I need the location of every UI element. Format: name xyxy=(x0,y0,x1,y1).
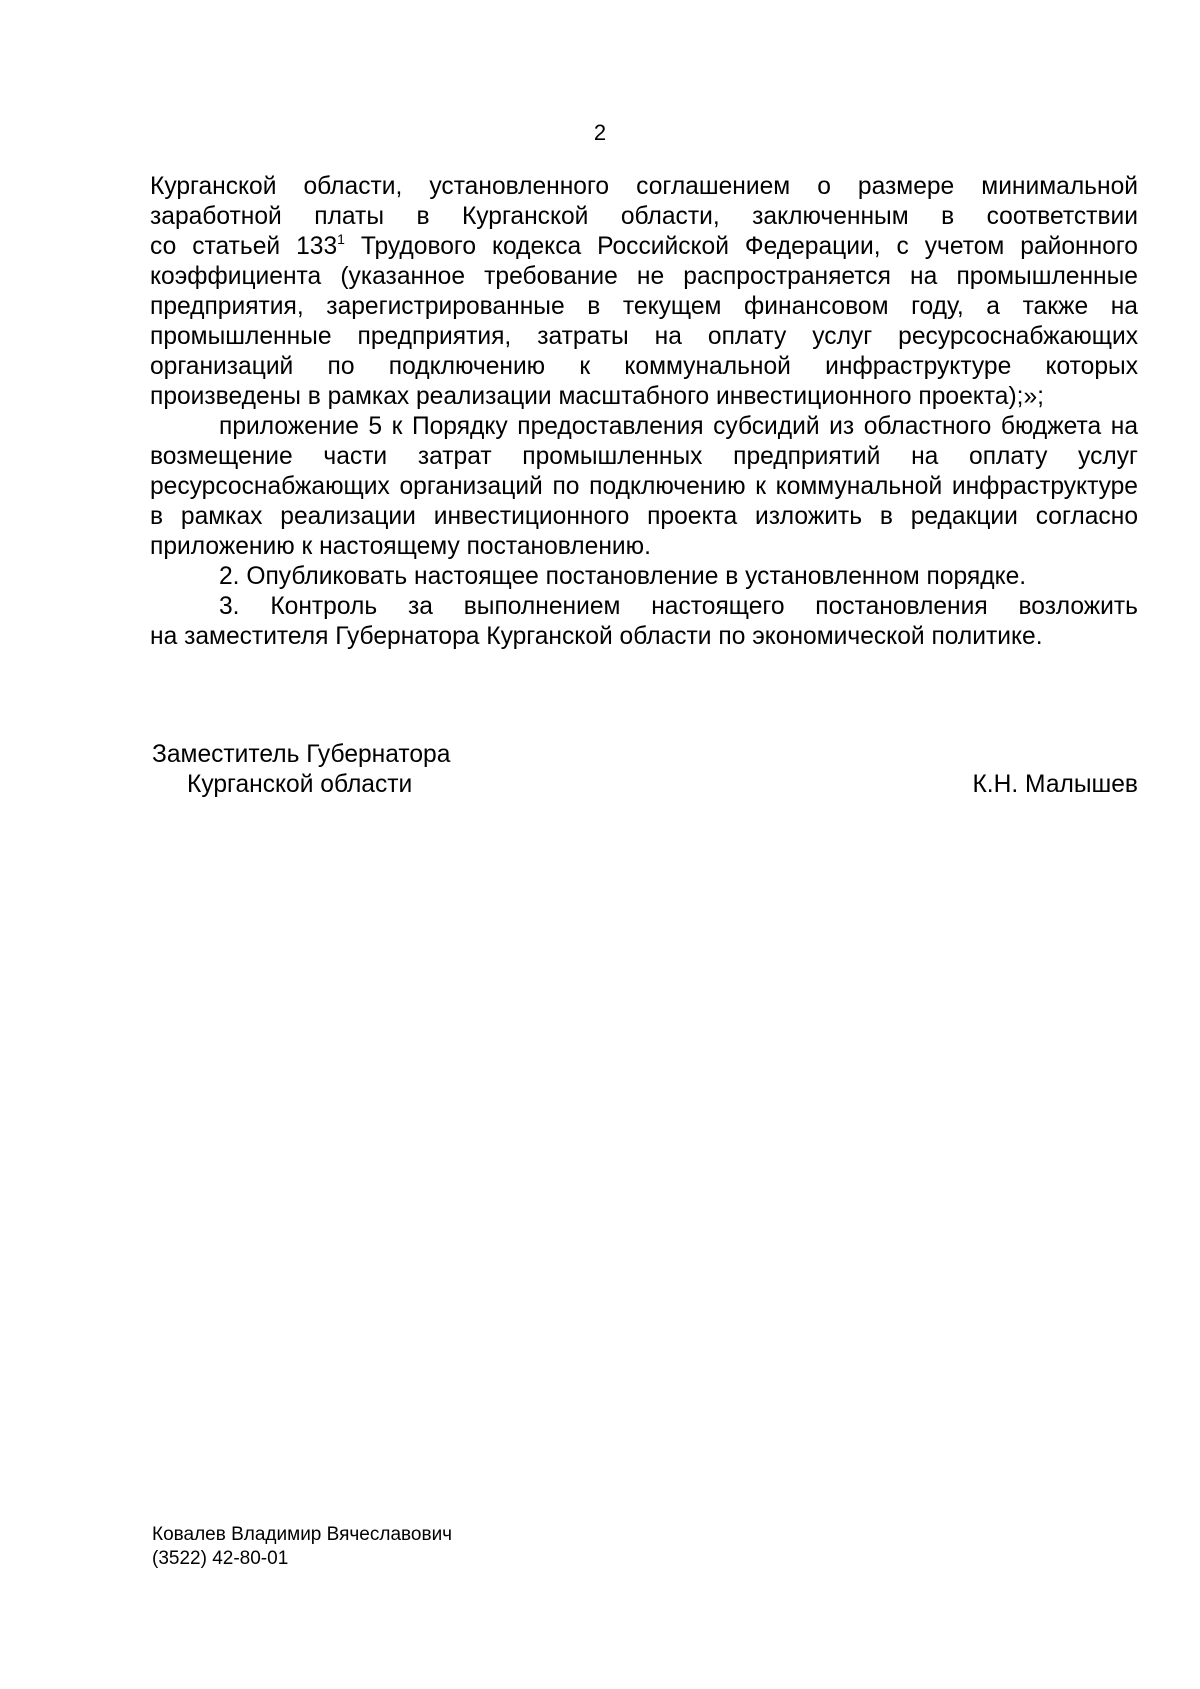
item-3: 3. Контроль за выполнением настоящего постановления возложить xyxy=(219,593,1138,620)
executor-phone: (3522) 42-80-01 xyxy=(152,1548,289,1569)
body-line: произведены в рамках реализации масштабного инвестиционного проекта);»; xyxy=(150,383,1044,410)
body-line-remainder: Трудового кодекса Российской Федерации, с учетом районного xyxy=(360,233,1138,260)
body-line: ресурсоснабжающих организаций по подключению к коммунальной инфраструктуре xyxy=(150,473,1138,500)
item-2: 2. Опубликовать настоящее постановление в установленном порядке. xyxy=(219,563,1027,590)
executor-contact xyxy=(152,1523,452,1571)
signatory-name: К.Н. Малышев xyxy=(972,771,1138,798)
position-title: Заместитель Губернатора xyxy=(152,741,451,768)
page-number: 2 xyxy=(593,120,607,145)
signatory-position xyxy=(152,740,450,800)
body-line: на заместителя Губернатора Курганской области по экономической политике. xyxy=(150,623,1043,650)
article-superscript: 1 xyxy=(337,231,345,247)
body-line: коэффициента (указанное требование не распространяется на промышленные xyxy=(150,263,1138,290)
document-body xyxy=(150,172,1138,652)
article-reference: со статьей 133 xyxy=(150,233,338,260)
body-line: организаций по подключению к коммунальной инфраструктуре которых xyxy=(150,353,1138,380)
body-line: заработной платы в Курганской области, заключенным в соответствии xyxy=(150,203,1138,230)
paragraph-first-line: приложение 5 к Порядку предоставления субсидий из областного бюджета на xyxy=(219,413,1138,440)
body-line: приложению к настоящему постановлению. xyxy=(150,533,651,560)
body-line: предприятия, зарегистрированные в текущем финансовом году, а также на xyxy=(150,293,1138,320)
body-line: Курганской области, установленного соглашением о размере минимальной xyxy=(150,173,1138,200)
body-line: промышленные предприятия, затраты на оплату услуг ресурсоснабжающих xyxy=(150,323,1138,350)
body-line-with-article-reference xyxy=(150,232,1138,262)
body-line: возмещение части затрат промышленных предприятий на оплату услуг xyxy=(150,443,1138,470)
body-line: в рамках реализации инвестиционного проекта изложить в редакции согласно xyxy=(150,503,1138,530)
executor-name: Ковалев Владимир Вячеславович xyxy=(152,1524,453,1545)
position-region: Курганской области xyxy=(187,771,413,798)
